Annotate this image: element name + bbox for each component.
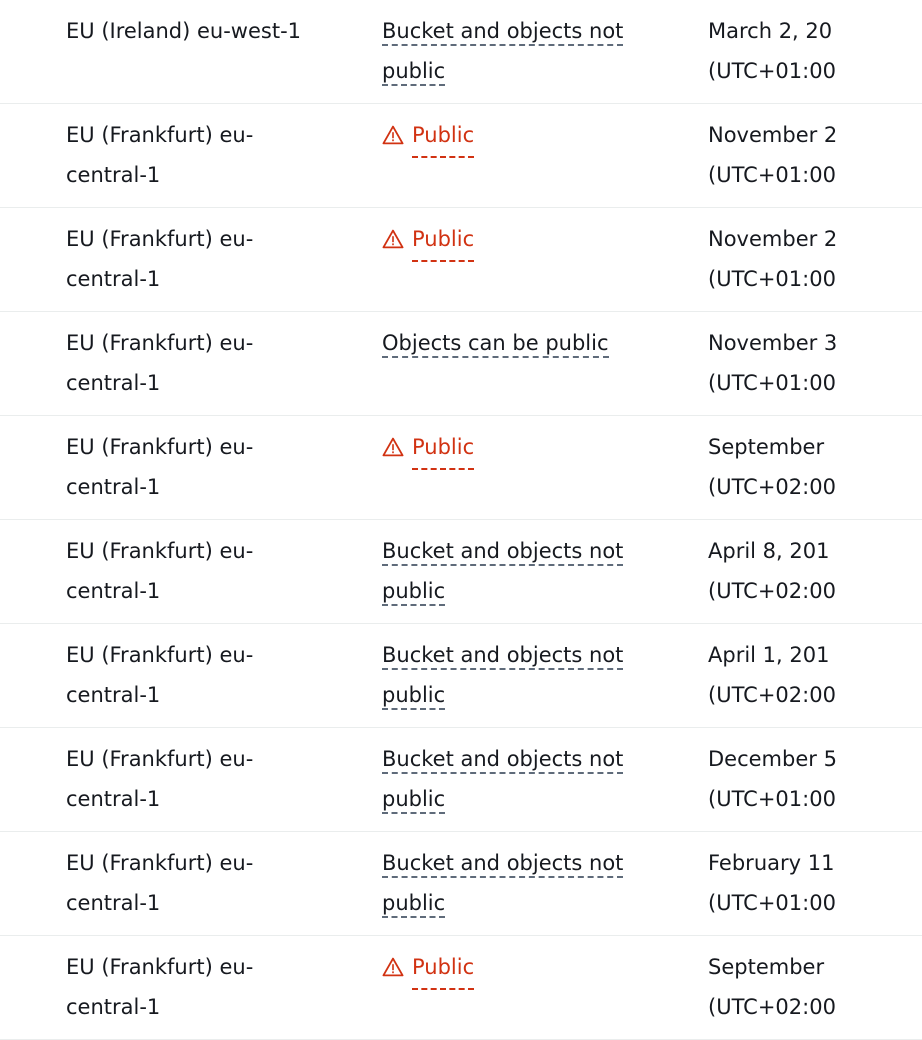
- warning-triangle-icon: [382, 437, 404, 457]
- bucket-access-wrapper: [340, 624, 700, 727]
- bucket-date-wrapper: [700, 312, 922, 415]
- bucket-date-line1: November 2: [708, 123, 838, 147]
- bucket-access-text[interactable]: Bucket and objects not public: [382, 19, 623, 86]
- bucket-date-line2: (UTC+01:00: [708, 267, 836, 291]
- bucket-date-line1: April 8, 201: [708, 539, 830, 563]
- bucket-date-wrapper: [700, 104, 922, 207]
- bucket-date-line2: (UTC+02:00: [708, 579, 836, 603]
- warning-triangle-icon: [382, 229, 404, 249]
- bucket-region-cell: [0, 936, 340, 1040]
- bucket-date-line1: September: [708, 435, 825, 459]
- bucket-access-cell: [340, 520, 700, 624]
- bucket-region-cell: [0, 104, 340, 208]
- bucket-date-wrapper: [700, 832, 922, 935]
- bucket-access-cell: [340, 0, 700, 104]
- table-row[interactable]: [0, 416, 922, 520]
- bucket-date-line2: (UTC+01:00: [708, 163, 836, 187]
- bucket-access-text[interactable]: Public: [412, 219, 474, 262]
- bucket-access-cell: [340, 208, 700, 312]
- bucket-region-text: EU (Frankfurt) eu-central-1: [66, 851, 254, 915]
- table-row[interactable]: [0, 832, 922, 936]
- bucket-date-line1: November 3: [708, 331, 838, 355]
- table-row[interactable]: [0, 0, 922, 104]
- bucket-date-cell: [700, 416, 922, 520]
- bucket-date-wrapper: [700, 728, 922, 831]
- bucket-date-cell: [700, 208, 922, 312]
- bucket-date-line2: (UTC+02:00: [708, 995, 836, 1019]
- bucket-region-cell: [0, 208, 340, 312]
- bucket-date-wrapper: [700, 624, 922, 727]
- table-row[interactable]: [0, 208, 922, 312]
- bucket-region-text: EU (Frankfurt) eu-central-1: [66, 123, 254, 187]
- bucket-date-cell: [700, 832, 922, 936]
- bucket-access-cell: [340, 312, 700, 416]
- bucket-access-cell: [340, 624, 700, 728]
- table-row[interactable]: [0, 728, 922, 832]
- bucket-access-text[interactable]: Public: [412, 427, 474, 470]
- bucket-region-text: EU (Frankfurt) eu-central-1: [66, 227, 254, 291]
- bucket-date-cell: [700, 936, 922, 1040]
- bucket-region-cell: [0, 728, 340, 832]
- bucket-access-cell: [340, 416, 700, 520]
- bucket-region-cell: [0, 416, 340, 520]
- bucket-date-wrapper: [700, 416, 922, 519]
- table-row[interactable]: [0, 624, 922, 728]
- bucket-access-wrapper: [340, 416, 700, 486]
- bucket-access-wrapper: [340, 832, 700, 935]
- bucket-access-wrapper: [340, 104, 700, 174]
- bucket-date-cell: [700, 728, 922, 832]
- bucket-date-cell: [700, 624, 922, 728]
- bucket-access-text[interactable]: Bucket and objects not public: [382, 643, 623, 710]
- bucket-access-wrapper: [340, 0, 700, 103]
- bucket-access-wrapper: [340, 208, 700, 278]
- bucket-access-wrapper: [340, 936, 700, 1006]
- bucket-region-text: EU (Frankfurt) eu-central-1: [66, 955, 254, 1019]
- bucket-region-text: EU (Frankfurt) eu-central-1: [66, 435, 254, 499]
- bucket-date-cell: [700, 0, 922, 104]
- warning-triangle-icon: [382, 125, 404, 145]
- bucket-date-line2: (UTC+02:00: [708, 683, 836, 707]
- bucket-region-text: EU (Ireland) eu-west-1: [66, 19, 302, 43]
- bucket-date-line2: (UTC+02:00: [708, 475, 836, 499]
- bucket-date-wrapper: [700, 208, 922, 311]
- bucket-date-line2: (UTC+01:00: [708, 891, 836, 915]
- bucket-access-text[interactable]: Public: [412, 947, 474, 990]
- bucket-access-wrapper: [340, 728, 700, 831]
- bucket-date-cell: [700, 312, 922, 416]
- bucket-access-cell: [340, 728, 700, 832]
- bucket-region-text: EU (Frankfurt) eu-central-1: [66, 643, 254, 707]
- bucket-date-line1: April 1, 201: [708, 643, 830, 667]
- table-row[interactable]: [0, 312, 922, 416]
- bucket-date-wrapper: [700, 936, 922, 1039]
- bucket-region-cell: [0, 520, 340, 624]
- bucket-region-cell: [0, 832, 340, 936]
- table-row[interactable]: [0, 936, 922, 1040]
- bucket-date-line2: (UTC+01:00: [708, 371, 836, 395]
- table-row[interactable]: [0, 104, 922, 208]
- bucket-access-text[interactable]: Bucket and objects not public: [382, 747, 623, 814]
- table-row[interactable]: [0, 520, 922, 624]
- bucket-date-line1: September: [708, 955, 825, 979]
- bucket-access-text[interactable]: Objects can be public: [382, 331, 609, 358]
- bucket-date-line2: (UTC+01:00: [708, 787, 836, 811]
- bucket-date-wrapper: [700, 520, 922, 623]
- bucket-date-line1: December 5: [708, 747, 837, 771]
- bucket-region-cell: [0, 312, 340, 416]
- bucket-region-text: EU (Frankfurt) eu-central-1: [66, 747, 254, 811]
- bucket-access-cell: [340, 936, 700, 1040]
- bucket-date-cell: [700, 520, 922, 624]
- bucket-date-cell: [700, 104, 922, 208]
- bucket-access-text[interactable]: Bucket and objects not public: [382, 539, 623, 606]
- bucket-date-line1: February 11: [708, 851, 835, 875]
- bucket-date-line2: (UTC+01:00: [708, 59, 836, 83]
- warning-triangle-icon: [382, 957, 404, 977]
- bucket-region-text: EU (Frankfurt) eu-central-1: [66, 539, 254, 603]
- bucket-date-line1: November 2: [708, 227, 838, 251]
- bucket-access-wrapper: [340, 520, 700, 623]
- bucket-access-text[interactable]: Bucket and objects not public: [382, 851, 623, 918]
- bucket-access-cell: [340, 104, 700, 208]
- bucket-date-line1: March 2, 20: [708, 19, 833, 43]
- bucket-region-text: EU (Frankfurt) eu-central-1: [66, 331, 254, 395]
- bucket-access-cell: [340, 832, 700, 936]
- bucket-access-wrapper: [340, 312, 700, 382]
- bucket-region-cell: [0, 624, 340, 728]
- bucket-date-wrapper: [700, 0, 922, 103]
- bucket-access-text[interactable]: Public: [412, 115, 474, 158]
- bucket-region-cell: [0, 0, 340, 104]
